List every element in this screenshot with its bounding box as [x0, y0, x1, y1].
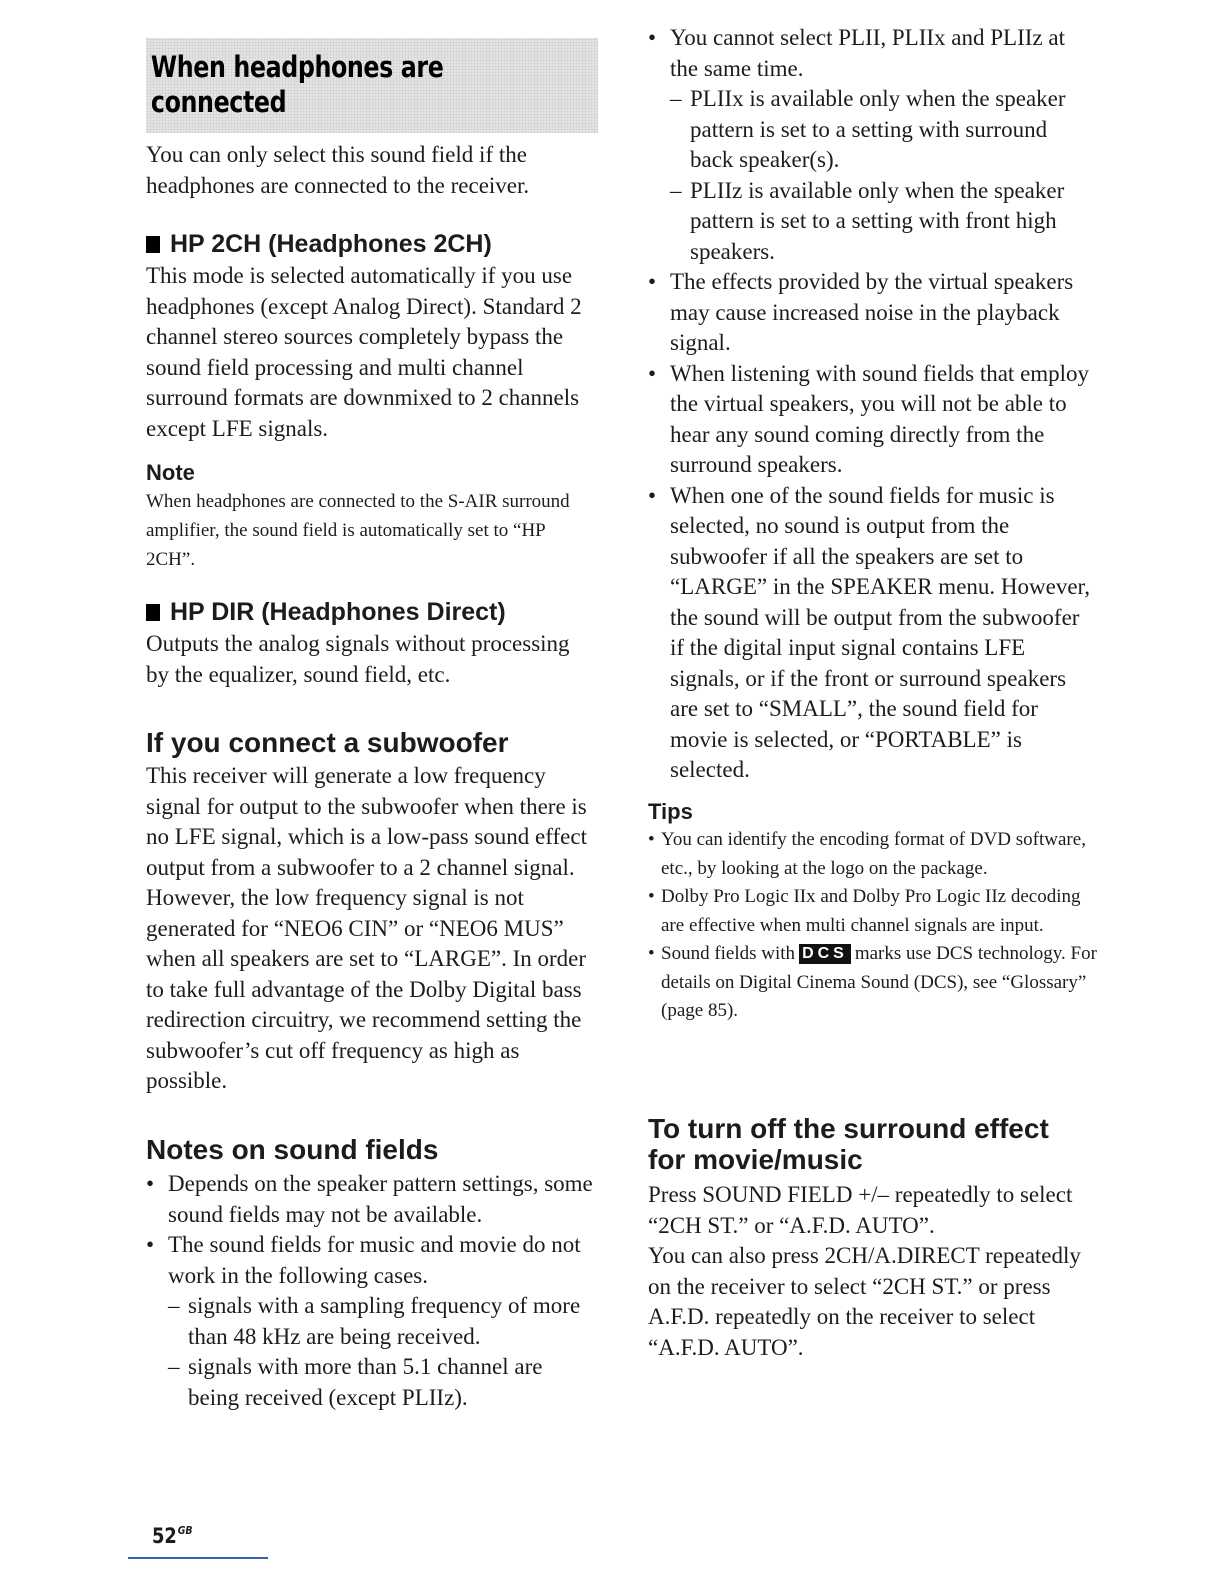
sub-list-item-text: PLIIz is available only when the speaker pattern is set to a setting with front high speakers.: [690, 177, 1065, 264]
tip-item-text: Sound fields with: [661, 943, 796, 964]
list-item: [648, 481, 1096, 786]
tips-block: [648, 798, 1100, 1026]
notes-list: [146, 1169, 598, 1413]
list-item-text: The sound fields for music and movie do not work in the following cases.: [168, 1232, 581, 1288]
tip-item-text: Dolby Pro Logic IIx and Dolby Pro Logic IIz decoding are effective when multi channel signals are input.: [661, 886, 1081, 936]
tip-item: [648, 826, 1100, 883]
subwoofer-section: [146, 727, 598, 1097]
sub-list-item-text: signals with a sampling frequency of more than 48 kHz are being received.: [188, 1293, 581, 1349]
list-item: [648, 23, 1096, 267]
list-item: [648, 359, 1096, 481]
turnoff-section: [648, 1113, 1100, 1363]
square-bullet-icon: [146, 236, 160, 253]
tips-heading: Tips: [648, 799, 693, 824]
turnoff-paragraph-1: Press SOUND FIELD +/– repeatedly to select “2CH ST.” or “A.F.D. AUTO”.: [648, 1182, 1073, 1238]
note-heading: Note: [146, 460, 195, 485]
hpdir-heading: [146, 596, 598, 628]
sub-list-item: [168, 1352, 598, 1413]
restrictions-list: [648, 23, 1096, 786]
tip-item: [648, 883, 1100, 940]
list-item: [146, 1169, 598, 1230]
page-number: [152, 1524, 193, 1548]
list-item: [146, 1230, 598, 1413]
list-item-text: Depends on the speaker pattern settings, some sound fields may not be available.: [168, 1171, 593, 1227]
sub-list-item: [670, 176, 1096, 268]
section-banner: [146, 38, 598, 133]
list-item-text: When listening with sound fields that employ the virtual speakers, you will not be able to hear any sound coming directly from the surround speakers.: [670, 360, 1090, 477]
sub-list-item-text: PLIIx is available only when the speaker pattern is set to a setting with surround back speaker(s).: [690, 86, 1066, 172]
hp2ch-section: [146, 228, 598, 444]
page-number-value: 52: [152, 1524, 177, 1548]
subwoofer-body: This receiver will generate a low frequency signal for output to the subwoofer when there is no LFE signal, which is a low-pass sound effect output from a subwoofer to a 2 channel signal. However, the low frequency signal is not generated for “NEO6 CIN” or “NEO6 MUS” when all speakers are set to “LARGE”. In order to take full advantage of the Dolby Digital bass redirection circuitry, we recommend setting the subwoofer’s cut off frequency as high as possible.: [146, 763, 587, 1093]
hp2ch-heading: [146, 228, 598, 260]
sub-list: [670, 84, 1096, 267]
footer-rule: [128, 1557, 268, 1559]
list-item-text: The effects provided by the virtual speakers may cause increased noise in the playback signal.: [670, 269, 1074, 355]
intro-paragraph: You can only select this sound field if the headphones are connected to the receiver.: [146, 142, 530, 198]
hpdir-body: Outputs the analog signals without processing by the equalizer, sound field, etc.: [146, 631, 570, 687]
page-number-suffix: GB: [177, 1524, 193, 1537]
notes-heading: Notes on sound fields: [146, 1134, 439, 1165]
tip-item: [648, 940, 1100, 1026]
square-bullet-icon: [146, 604, 160, 621]
hp2ch-heading-text: HP 2CH (Headphones 2CH): [170, 230, 492, 258]
turnoff-heading: To turn off the surround effect for movie/music: [648, 1113, 1049, 1175]
tip-item-text: marks use DCS technology. For details on Digital Cinema Sound (DCS), see “Glossary” (page 85).: [661, 943, 1097, 1021]
list-item-text: When one of the sound fields for music is selected, no sound is output from the subwoofer if all the speakers are set to “LARGE” in the SPEAKER menu. However, the sound will be output from the subwoofer if the digital input signal contains LFE signals, or if the front or surround speakers are set to “SMALL”, the sound field for movie is selected, or “PORTABLE” is selected.: [670, 482, 1091, 782]
turnoff-paragraph-2: You can also press 2CH/A.DIRECT repeatedly on the receiver to select “2CH ST.” or press A.F.D. repeatedly on the receiver to select “A.F.D. AUTO”.: [648, 1243, 1081, 1360]
sub-list: [168, 1291, 598, 1413]
list-item: [648, 267, 1096, 359]
hpdir-heading-text: HP DIR (Headphones Direct): [170, 598, 506, 626]
sub-list-item-text: signals with more than 5.1 channel are being received (except PLIIz).: [188, 1354, 543, 1410]
notes-section: [146, 1134, 598, 1413]
tip-item-text: You can identify the encoding format of DVD software, etc., by looking at the logo on the package.: [661, 829, 1086, 879]
sub-list-item: [168, 1291, 598, 1352]
subwoofer-heading: If you connect a subwoofer: [146, 727, 509, 758]
list-item-text: You cannot select PLII, PLIIx and PLIIz at the same time.: [670, 25, 1065, 81]
tips-list: [648, 826, 1100, 1026]
sub-list-item: [670, 84, 1096, 176]
hp2ch-body: This mode is selected automatically if you use headphones (except Analog Direct). Standard 2 channel stereo sources completely bypass the sound field processing and multi channel surround formats are downmixed to 2 channels except LFE signals.: [146, 263, 582, 441]
section-title: When headphones are connected: [150, 50, 444, 119]
dcs-badge-icon: DCS: [799, 944, 851, 964]
hpdir-section: [146, 596, 598, 690]
note-body: When headphones are connected to the S-AIR surround amplifier, the sound field is automatically set to “HP 2CH”.: [146, 491, 570, 570]
note-block: [146, 459, 598, 574]
